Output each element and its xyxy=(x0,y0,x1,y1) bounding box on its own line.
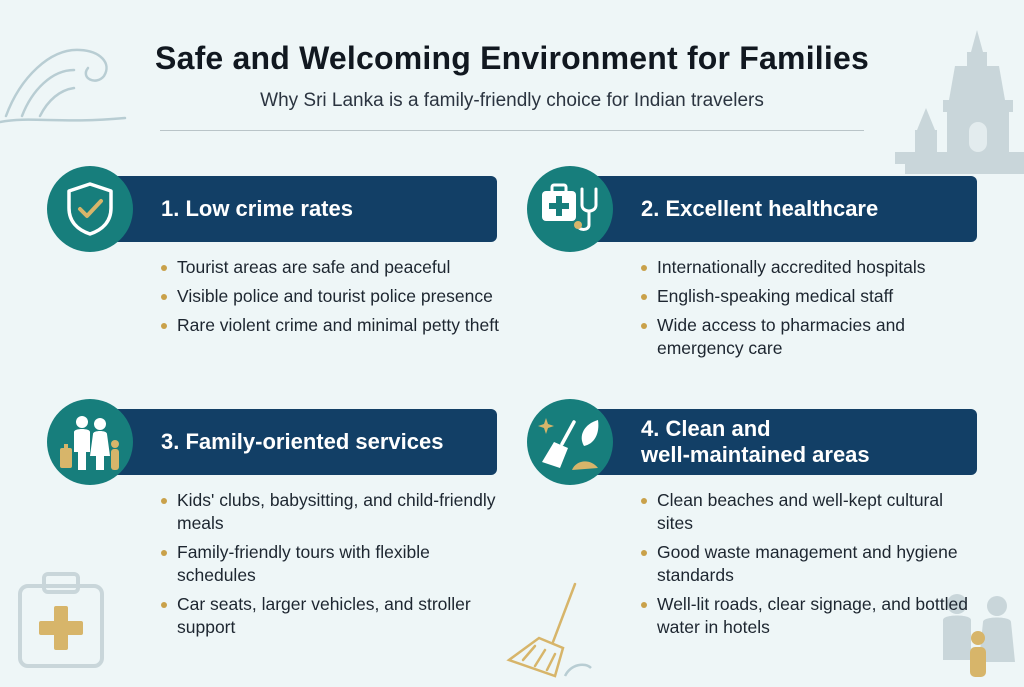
list-item: Rare violent crime and minimal petty theft xyxy=(159,314,499,337)
list-item: Tourist areas are safe and peaceful xyxy=(159,256,499,279)
page-subtitle: Why Sri Lanka is a family-friendly choice for Indian travelers xyxy=(260,90,764,111)
card-points xyxy=(159,489,499,645)
card-title: 3. Family-oriented services xyxy=(85,409,497,475)
list-item: Good waste management and hygiene standards xyxy=(639,541,979,587)
card-points xyxy=(639,256,979,366)
list-item: Visible police and tourist police presence xyxy=(159,285,499,308)
list-item: Clean beaches and well-kept cultural sites xyxy=(639,489,979,535)
card-points xyxy=(639,489,979,645)
list-item: Wide access to pharmacies and emergency care xyxy=(639,314,979,360)
broom-icon xyxy=(495,580,595,687)
card-points xyxy=(159,256,499,343)
page-title: Safe and Welcoming Environment for Families xyxy=(155,40,869,76)
list-item: Internationally accredited hospitals xyxy=(639,256,979,279)
card-title: 4. Clean and well-maintained areas xyxy=(565,409,977,475)
first-aid-box-icon xyxy=(18,570,104,670)
header-divider xyxy=(160,130,864,131)
list-item: Well-lit roads, clear signage, and bottled water in hotels xyxy=(639,593,979,639)
list-item: Car seats, larger vehicles, and stroller support xyxy=(159,593,499,639)
card-title: 1. Low crime rates xyxy=(85,176,497,242)
list-item: Family-friendly tours with flexible schedules xyxy=(159,541,499,587)
medical-kit-stethoscope-icon xyxy=(527,166,613,252)
broom-leaf-icon xyxy=(527,399,613,485)
card-title: 2. Excellent healthcare xyxy=(565,176,977,242)
list-item: English-speaking medical staff xyxy=(639,285,979,308)
shield-check-icon xyxy=(47,166,133,252)
family-icon xyxy=(47,399,133,485)
list-item: Kids' clubs, babysitting, and child-friendly meals xyxy=(159,489,499,535)
